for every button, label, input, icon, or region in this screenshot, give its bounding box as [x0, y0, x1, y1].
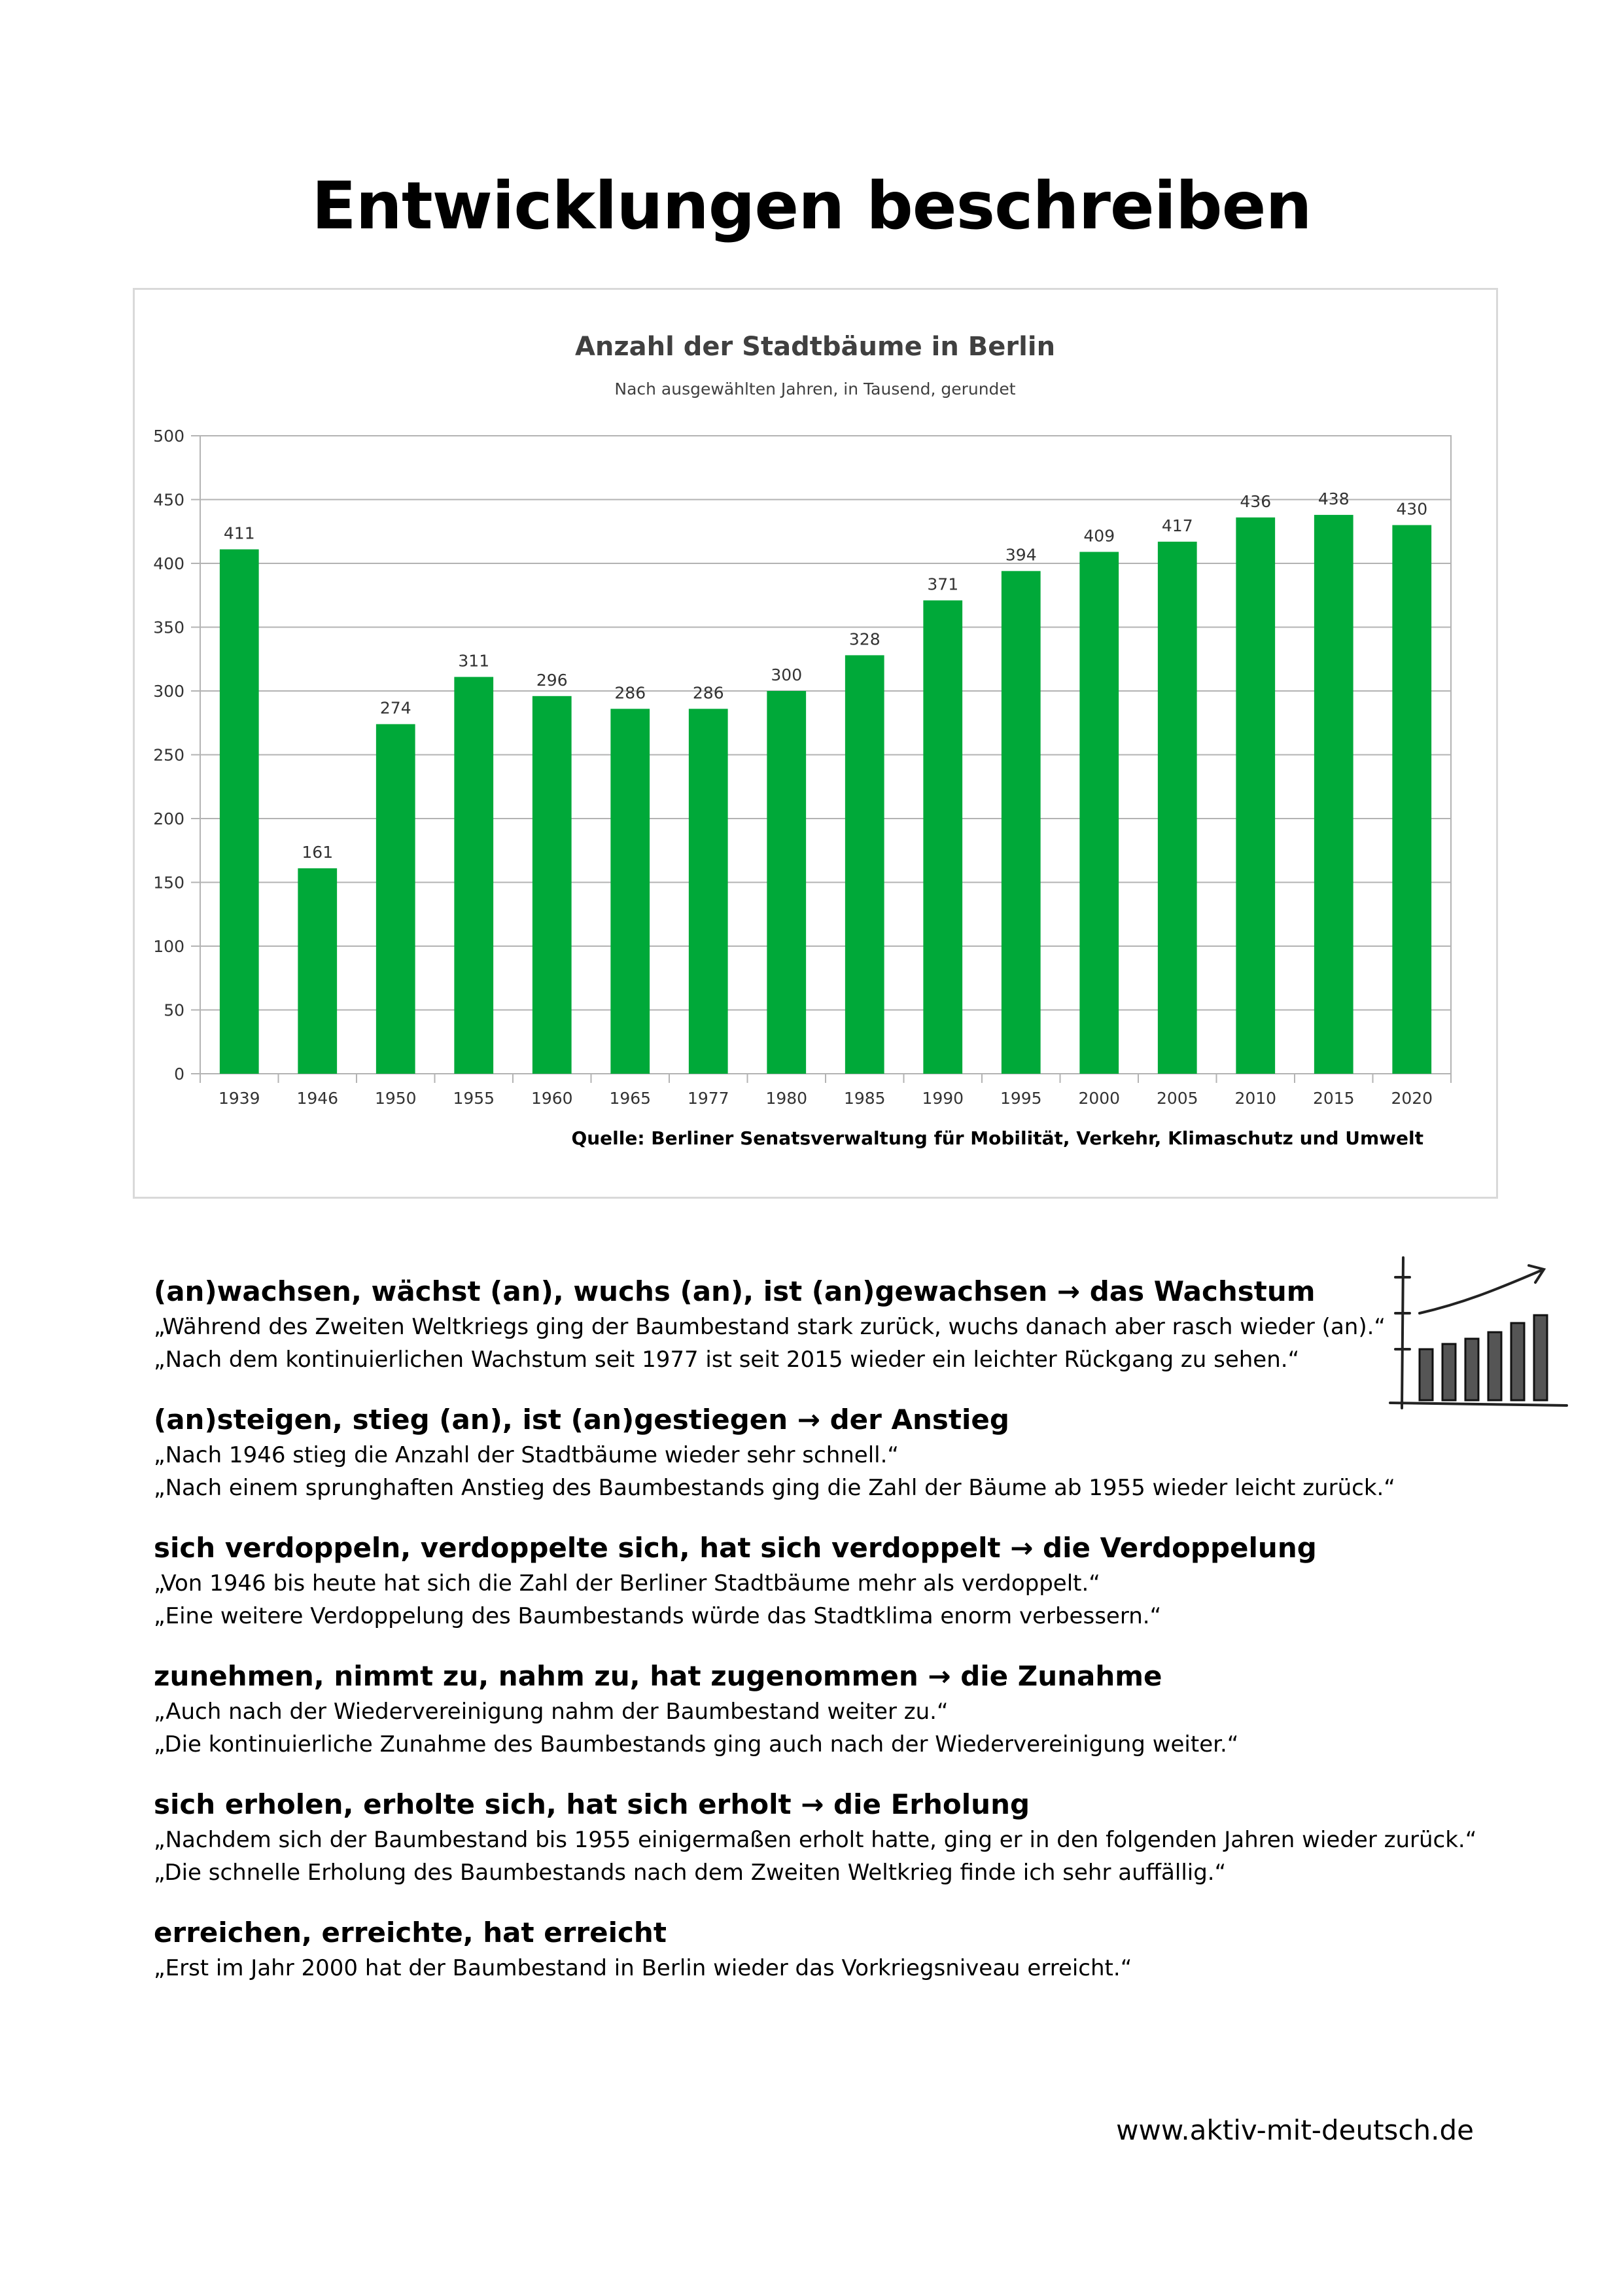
bar-value-label: 409	[1083, 526, 1115, 546]
vocab-example-sentence: „Erst im Jahr 2000 hat der Baumbestand in Berlin wieder das Vorkriegsniveau erreicht.“	[154, 1955, 1132, 1981]
x-tick-label: 1946	[296, 1089, 339, 1108]
bar	[1314, 515, 1353, 1074]
vocab-headword: erreichen, erreichte, hat erreicht	[154, 1916, 667, 1949]
vocab-headword: sich erholen, erholte sich, hat sich erholt → die Erholung	[154, 1788, 1030, 1820]
bar	[1236, 518, 1275, 1074]
bar	[1079, 552, 1119, 1074]
bar-value-label: 300	[771, 665, 803, 684]
y-tick-label: 250	[153, 745, 184, 765]
vocab-entry	[154, 1786, 1527, 1889]
bar-value-label: 430	[1396, 499, 1428, 519]
bar	[298, 868, 337, 1074]
vocab-example-sentence: „Von 1946 bis heute hat sich die Zahl der Berliner Stadtbäume mehr als verdoppelt.“	[154, 1570, 1100, 1597]
x-tick-label: 2015	[1312, 1089, 1355, 1108]
bar	[454, 677, 493, 1074]
bar-value-label: 328	[848, 629, 881, 649]
vocab-example-sentence: „Eine weitere Verdoppelung des Baumbestands würde das Stadtklima enorm verbessern.“	[154, 1603, 1162, 1629]
x-tick-label: 1965	[609, 1089, 652, 1108]
y-tick-label: 50	[164, 1000, 184, 1020]
x-tick-label: 1990	[922, 1089, 964, 1108]
vocab-headword: zunehmen, nimmt zu, nahm zu, hat zugenommen → die Zunahme	[154, 1660, 1162, 1692]
bar	[923, 601, 962, 1074]
x-tick-label: 1995	[1000, 1089, 1042, 1108]
bar-value-label: 394	[1005, 545, 1037, 565]
bar	[767, 691, 806, 1074]
y-tick-label: 200	[153, 809, 184, 828]
bar-value-label: 161	[302, 843, 334, 862]
vocab-example-sentence: „Nachdem sich der Baumbestand bis 1955 einigermaßen erholt hatte, ging er in den folgenden Jahren wieder zurück.“	[154, 1827, 1477, 1853]
bar	[845, 655, 884, 1074]
x-tick-label: 1939	[218, 1089, 260, 1108]
x-tick-label: 2010	[1234, 1089, 1277, 1108]
bar-value-label: 417	[1161, 516, 1193, 535]
chart-subtitle: Nach ausgewählten Jahren, in Tausend, gerundet	[614, 380, 1016, 398]
bar	[689, 709, 728, 1074]
y-tick-label: 350	[153, 618, 184, 637]
vocab-headword: (an)steigen, stieg (an), ist (an)gestiegen → der Anstieg	[154, 1404, 1009, 1436]
y-tick-label: 0	[174, 1065, 184, 1084]
bar-value-label: 286	[614, 683, 646, 703]
bar	[220, 550, 259, 1074]
y-tick-label: 400	[153, 554, 184, 573]
vocab-entry	[154, 1657, 1527, 1761]
x-tick-label: 2020	[1391, 1089, 1433, 1108]
vocab-example-sentence: „Nach dem kontinuierlichen Wachstum seit 1977 ist seit 2015 wieder ein leichter Rückgang zu sehen.“	[154, 1347, 1300, 1373]
vocab-example-sentence: „Die kontinuierliche Zunahme des Baumbestands ging auch nach der Wiedervereinigung weiter.“	[154, 1731, 1239, 1757]
chart-container	[133, 288, 1498, 1199]
bar-value-label: 286	[692, 683, 724, 703]
vocab-headword: sich verdoppeln, verdoppelte sich, hat sich verdoppelt → die Verdoppelung	[154, 1532, 1317, 1564]
y-tick-label: 150	[153, 873, 184, 892]
bar-value-label: 436	[1240, 491, 1272, 511]
page-title: Entwicklungen beschreiben	[311, 168, 1312, 244]
x-tick-label: 1985	[843, 1089, 886, 1108]
x-tick-label: 1980	[765, 1089, 808, 1108]
bar-value-label: 274	[379, 698, 411, 718]
x-tick-label: 2000	[1078, 1089, 1121, 1108]
vocab-headword: (an)wachsen, wächst (an), wuchs (an), ist (an)gewachsen → das Wachstum	[154, 1275, 1316, 1307]
x-tick-label: 1960	[531, 1089, 573, 1108]
bar	[532, 696, 572, 1074]
x-tick-label: 1950	[374, 1089, 417, 1108]
bar	[610, 709, 650, 1074]
vocab-entry	[154, 1273, 1527, 1376]
bar	[1158, 542, 1197, 1074]
x-tick-label: 2005	[1156, 1089, 1198, 1108]
x-tick-label: 1955	[453, 1089, 495, 1108]
x-tick-label: 1977	[687, 1089, 729, 1108]
vocab-example-sentence: „Nach 1946 stieg die Anzahl der Stadtbäume wieder sehr schnell.“	[154, 1442, 899, 1468]
bar-chart	[135, 290, 1496, 1197]
y-tick-label: 500	[153, 427, 184, 446]
vocab-entry	[154, 1401, 1527, 1504]
bar-value-label: 296	[536, 670, 568, 690]
bar-value-label: 371	[927, 574, 959, 594]
bar-value-label: 411	[223, 523, 255, 543]
y-tick-label: 100	[153, 937, 184, 956]
y-tick-label: 450	[153, 490, 184, 510]
vocab-example-sentence: „Auch nach der Wiedervereinigung nahm der Baumbestand weiter zu.“	[154, 1699, 949, 1725]
vocab-entry	[154, 1914, 1527, 1985]
vocabulary-list	[154, 1273, 1527, 2009]
bar	[1392, 525, 1431, 1074]
vocab-example-sentence: „Nach einem sprunghaften Anstieg des Baumbestands ging die Zahl der Bäume ab 1955 wieder leicht zurück.“	[154, 1475, 1395, 1501]
vocab-example-sentence: „Die schnelle Erholung des Baumbestands nach dem Zweiten Weltkrieg finde ich sehr auffällig.“	[154, 1860, 1227, 1886]
chart-source: Quelle: Berliner Senatsverwaltung für Mobilität, Verkehr, Klimaschutz und Umwelt	[571, 1127, 1423, 1149]
footer-url[interactable]: www.aktiv-mit-deutsch.de	[1116, 2114, 1474, 2146]
growth-bar-chart-sketch-icon	[1384, 1251, 1573, 1421]
vocab-entry	[154, 1529, 1527, 1633]
vocab-example-sentence: „Während des Zweiten Weltkriegs ging der Baumbestand stark zurück, wuchs danach aber rasch wieder (an).“	[154, 1314, 1386, 1340]
bar-value-label: 311	[458, 651, 490, 671]
y-tick-label: 300	[153, 682, 184, 701]
bar	[1002, 571, 1041, 1074]
bar-value-label: 438	[1318, 489, 1350, 508]
bar	[376, 724, 415, 1074]
chart-title: Anzahl der Stadtbäume in Berlin	[574, 332, 1056, 362]
